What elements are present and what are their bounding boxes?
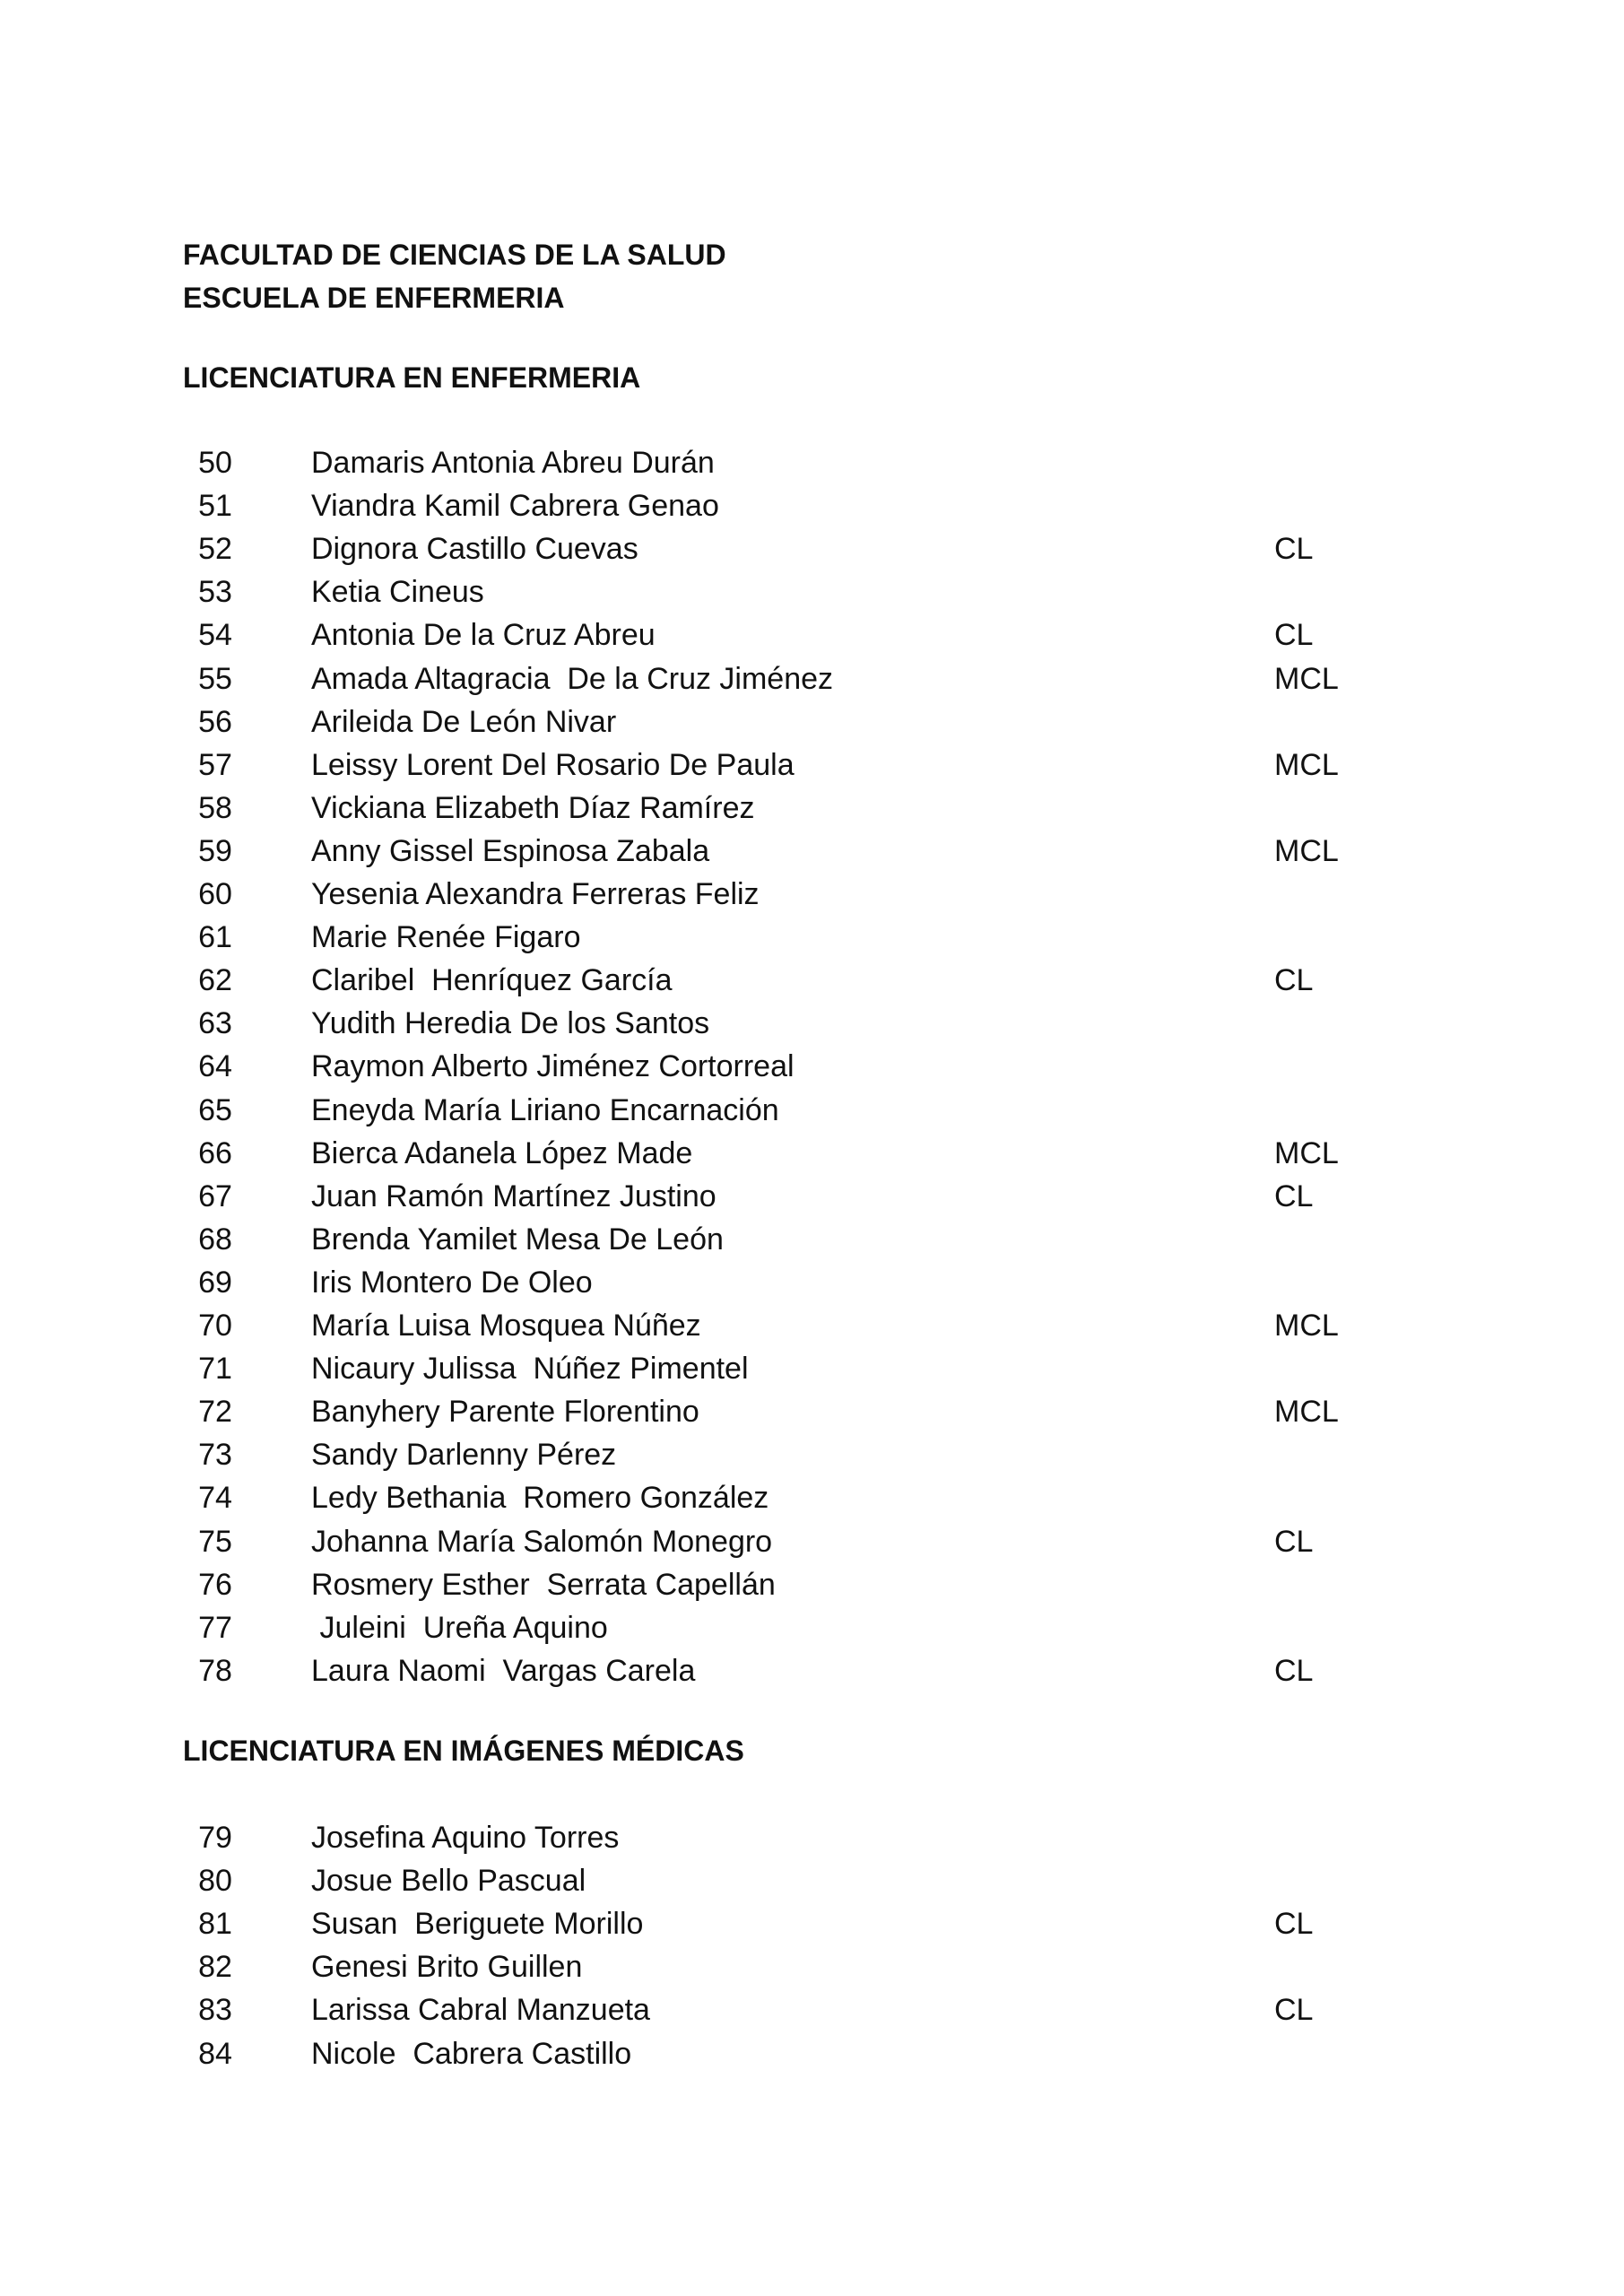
student-name: Eneyda María Liriano Encarnación (311, 1093, 779, 1127)
student-row (0, 1390, 1624, 1433)
student-row (0, 959, 1624, 1002)
student-row (0, 1175, 1624, 1218)
student-number: 74 (198, 1481, 232, 1515)
student-number: 61 (198, 920, 232, 954)
student-number: 78 (198, 1654, 232, 1688)
student-honor: CL (1274, 1179, 1314, 1213)
student-row (0, 441, 1624, 484)
student-honor: MCL (1274, 1395, 1339, 1429)
section-title-enfermeria: LICENCIATURA EN ENFERMERIA (183, 361, 641, 394)
student-name: Iris Montero De Oleo (311, 1265, 593, 1300)
student-number: 82 (198, 1950, 232, 1984)
student-honor: MCL (1274, 662, 1339, 696)
student-name: Ketia Cineus (311, 575, 484, 609)
student-name: Amada Altagracia De la Cruz Jiménez (311, 662, 834, 696)
student-number: 64 (198, 1049, 232, 1083)
student-row (0, 1649, 1624, 1692)
student-name: Juleini Ureña Aquino (311, 1611, 608, 1645)
student-name: Nicaury Julissa Núñez Pimentel (311, 1352, 749, 1386)
student-name: Josefina Aquino Torres (311, 1821, 620, 1855)
student-row (0, 1132, 1624, 1175)
school-heading: ESCUELA DE ENFERMERIA (183, 282, 565, 314)
student-name: Arileida De León Nivar (311, 705, 617, 739)
student-honor: CL (1274, 618, 1314, 652)
student-honor: MCL (1274, 834, 1339, 868)
student-row (0, 1304, 1624, 1347)
student-row (0, 657, 1624, 700)
student-number: 69 (198, 1265, 232, 1300)
student-name: Susan Beriguete Morillo (311, 1907, 644, 1941)
student-row (0, 613, 1624, 657)
student-name: Josue Bello Pascual (311, 1864, 586, 1898)
student-row (0, 1089, 1624, 1132)
student-honor: CL (1274, 1654, 1314, 1688)
student-number: 54 (198, 618, 232, 652)
student-row (0, 2032, 1624, 2075)
student-name: Laura Naomi Vargas Carela (311, 1654, 696, 1688)
student-honor: CL (1274, 1525, 1314, 1559)
student-number: 68 (198, 1222, 232, 1257)
student-row (0, 916, 1624, 959)
student-honor: MCL (1274, 1136, 1339, 1170)
faculty-heading: FACULTAD DE CIENCIAS DE LA SALUD (183, 239, 726, 271)
section-title-imagenes: LICENCIATURA EN IMÁGENES MÉDICAS (183, 1735, 744, 1767)
student-number: 66 (198, 1136, 232, 1170)
student-number: 71 (198, 1352, 232, 1386)
student-number: 60 (198, 877, 232, 911)
student-honor: MCL (1274, 748, 1339, 782)
student-number: 76 (198, 1568, 232, 1602)
student-row (0, 527, 1624, 570)
student-name: Antonia De la Cruz Abreu (311, 618, 656, 652)
student-row (0, 1520, 1624, 1563)
student-name: Sandy Darlenny Pérez (311, 1438, 617, 1472)
student-row (0, 787, 1624, 830)
student-row (0, 1902, 1624, 1945)
student-number: 52 (198, 532, 232, 566)
student-row (0, 1988, 1624, 2031)
student-name: Ledy Bethania Romero González (311, 1481, 769, 1515)
student-row (0, 570, 1624, 613)
student-row (0, 1563, 1624, 1606)
student-row (0, 1945, 1624, 1988)
student-name: Viandra Kamil Cabrera Genao (311, 489, 719, 523)
student-row (0, 1606, 1624, 1649)
student-honor: CL (1274, 963, 1314, 997)
student-number: 65 (198, 1093, 232, 1127)
student-row (0, 700, 1624, 744)
student-number: 79 (198, 1821, 232, 1855)
student-name: Juan Ramón Martínez Justino (311, 1179, 716, 1213)
student-number: 50 (198, 446, 232, 480)
student-row (0, 1002, 1624, 1045)
student-name: Dignora Castillo Cuevas (311, 532, 638, 566)
student-number: 53 (198, 575, 232, 609)
student-name: Vickiana Elizabeth Díaz Ramírez (311, 791, 755, 825)
student-name: Bierca Adanela López Made (311, 1136, 693, 1170)
student-number: 81 (198, 1907, 232, 1941)
student-number: 70 (198, 1309, 232, 1343)
student-name: Larissa Cabral Manzueta (311, 1993, 650, 2027)
student-number: 80 (198, 1864, 232, 1898)
student-row (0, 484, 1624, 527)
student-name: Rosmery Esther Serrata Capellán (311, 1568, 776, 1602)
student-row (0, 1261, 1624, 1304)
student-row (0, 1347, 1624, 1390)
student-row (0, 1218, 1624, 1261)
student-honor: CL (1274, 532, 1314, 566)
student-number: 67 (198, 1179, 232, 1213)
student-number: 57 (198, 748, 232, 782)
student-name: Banyhery Parente Florentino (311, 1395, 699, 1429)
student-row (0, 1045, 1624, 1088)
student-number: 55 (198, 662, 232, 696)
student-number: 51 (198, 489, 232, 523)
student-number: 62 (198, 963, 232, 997)
student-name: Yudith Heredia De los Santos (311, 1006, 710, 1040)
student-number: 59 (198, 834, 232, 868)
student-name: Damaris Antonia Abreu Durán (311, 446, 715, 480)
student-number: 83 (198, 1993, 232, 2027)
student-number: 58 (198, 791, 232, 825)
student-honor: CL (1274, 1993, 1314, 2027)
student-honor: CL (1274, 1907, 1314, 1941)
student-name: Anny Gissel Espinosa Zabala (311, 834, 710, 868)
student-number: 72 (198, 1395, 232, 1429)
student-row (0, 1816, 1624, 1859)
student-row (0, 830, 1624, 873)
student-number: 84 (198, 2037, 232, 2071)
student-row (0, 1433, 1624, 1476)
student-name: Marie Renée Figaro (311, 920, 581, 954)
student-name: María Luisa Mosquea Núñez (311, 1309, 701, 1343)
student-name: Genesi Brito Guillen (311, 1950, 583, 1984)
student-number: 77 (198, 1611, 232, 1645)
student-row (0, 1859, 1624, 1902)
student-honor: MCL (1274, 1309, 1339, 1343)
student-name: Claribel Henríquez García (311, 963, 673, 997)
student-number: 56 (198, 705, 232, 739)
student-number: 73 (198, 1438, 232, 1472)
student-name: Yesenia Alexandra Ferreras Feliz (311, 877, 760, 911)
student-number: 75 (198, 1525, 232, 1559)
student-row (0, 744, 1624, 787)
student-name: Johanna María Salomón Monegro (311, 1525, 773, 1559)
student-number: 63 (198, 1006, 232, 1040)
student-name: Raymon Alberto Jiménez Cortorreal (311, 1049, 795, 1083)
student-name: Brenda Yamilet Mesa De León (311, 1222, 724, 1257)
student-row (0, 873, 1624, 916)
student-name: Leissy Lorent Del Rosario De Paula (311, 748, 795, 782)
student-row (0, 1476, 1624, 1519)
student-name: Nicole Cabrera Castillo (311, 2037, 632, 2071)
